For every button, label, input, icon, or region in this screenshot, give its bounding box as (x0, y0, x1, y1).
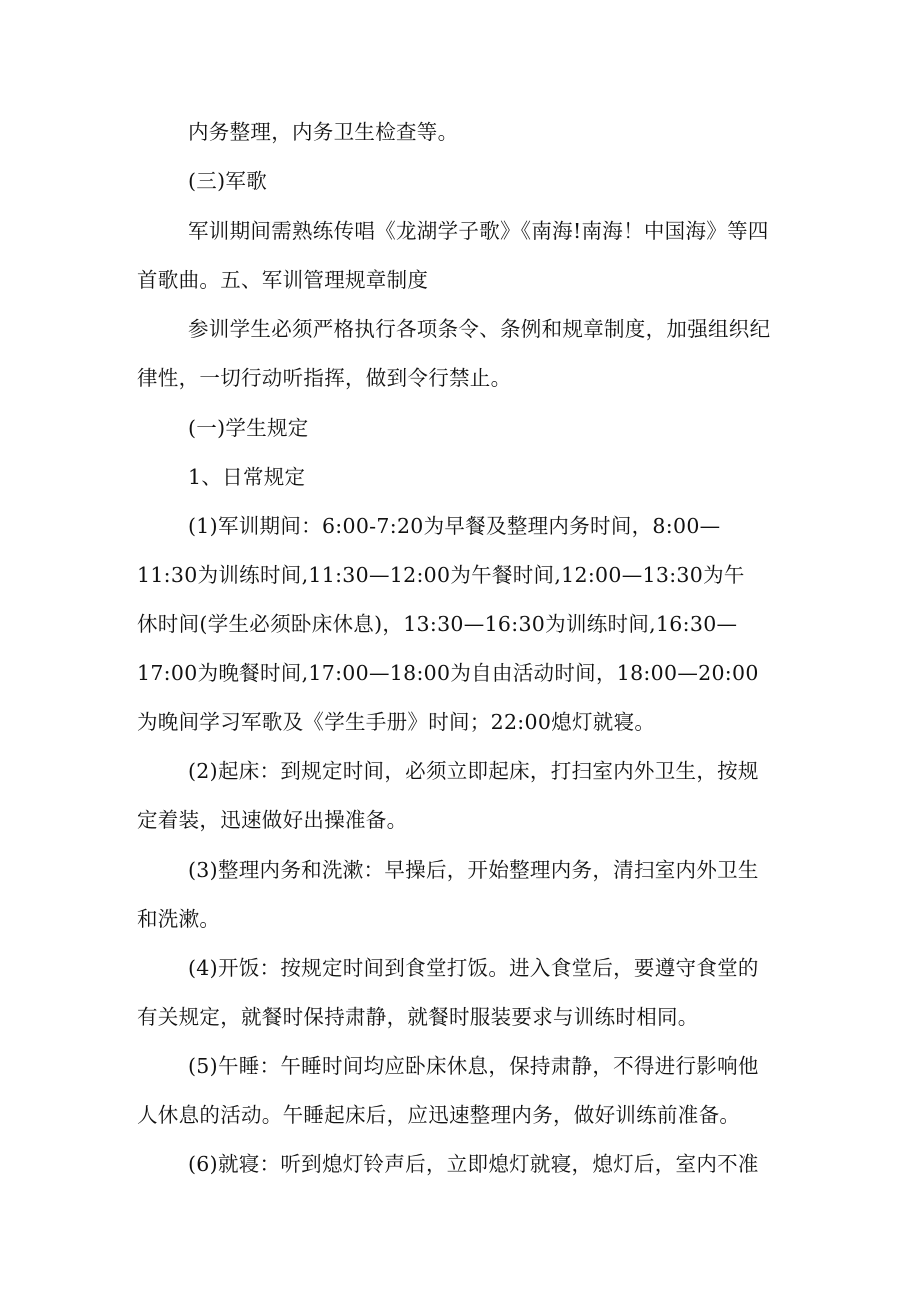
text-line: 人休息的活动。午睡起床后，应迅速整理内务，做好训练前准备。 (137, 1103, 741, 1127)
text-line: (1)军训期间：6:00-7:20为早餐及整理内务时间，8:00— (188, 514, 721, 538)
text-line: (2)起床：到规定时间，必须立即起床，打扫室内外卫生，按规 (188, 759, 759, 783)
text-line: 首歌曲。五、军训管理规章制度 (137, 268, 429, 292)
text-line: (5)午睡：午睡时间均应卧床休息，保持肃静，不得进行影响他 (188, 1054, 759, 1078)
section-heading: (三)军歌 (188, 169, 267, 193)
text-line: (4)开饭：按规定时间到食堂打饭。进入食堂后，要遵守食堂的 (188, 956, 759, 980)
text-line: 定着装，迅速做好出操准备。 (137, 808, 408, 832)
text-line: 内务整理，内务卫生检查等。 (188, 120, 459, 144)
text-line: 军训期间需熟练传唱《龙湖学子歌》《南海!南海！中国海》等四 (188, 219, 769, 243)
text-line: (3)整理内务和洗漱：早操后，开始整理内务，清扫室内外卫生 (188, 858, 759, 882)
section-heading: 1、日常规定 (188, 465, 306, 489)
text-line: 休时间(学生必须卧床休息)，13:30—16:30为训练时间,16:30— (137, 612, 738, 636)
section-heading: (一)学生规定 (188, 416, 309, 440)
text-line: 参训学生必须严格执行各项条令、条例和规章制度，加强组织纪 (188, 317, 771, 341)
text-line: 和洗漱。 (137, 907, 221, 931)
text-line: (6)就寝：听到熄灯铃声后，立即熄灯就寝，熄灯后，室内不准 (188, 1152, 759, 1176)
text-line: 11:30为训练时间,11:30—12:00为午餐时间,12:00—13:30为午 (137, 563, 745, 587)
text-line: 为晚间学习军歌及《学生手册》时间；22:00熄灯就寝。 (137, 710, 656, 734)
text-line: 有关规定，就餐时保持肃静，就餐时服装要求与训练时相同。 (137, 1005, 699, 1029)
text-line: 律性，一切行动听指挥，做到令行禁止。 (137, 366, 512, 390)
text-line: 17:00为晚餐时间,17:00—18:00为自由活动时间，18:00—20:00 (137, 661, 759, 685)
